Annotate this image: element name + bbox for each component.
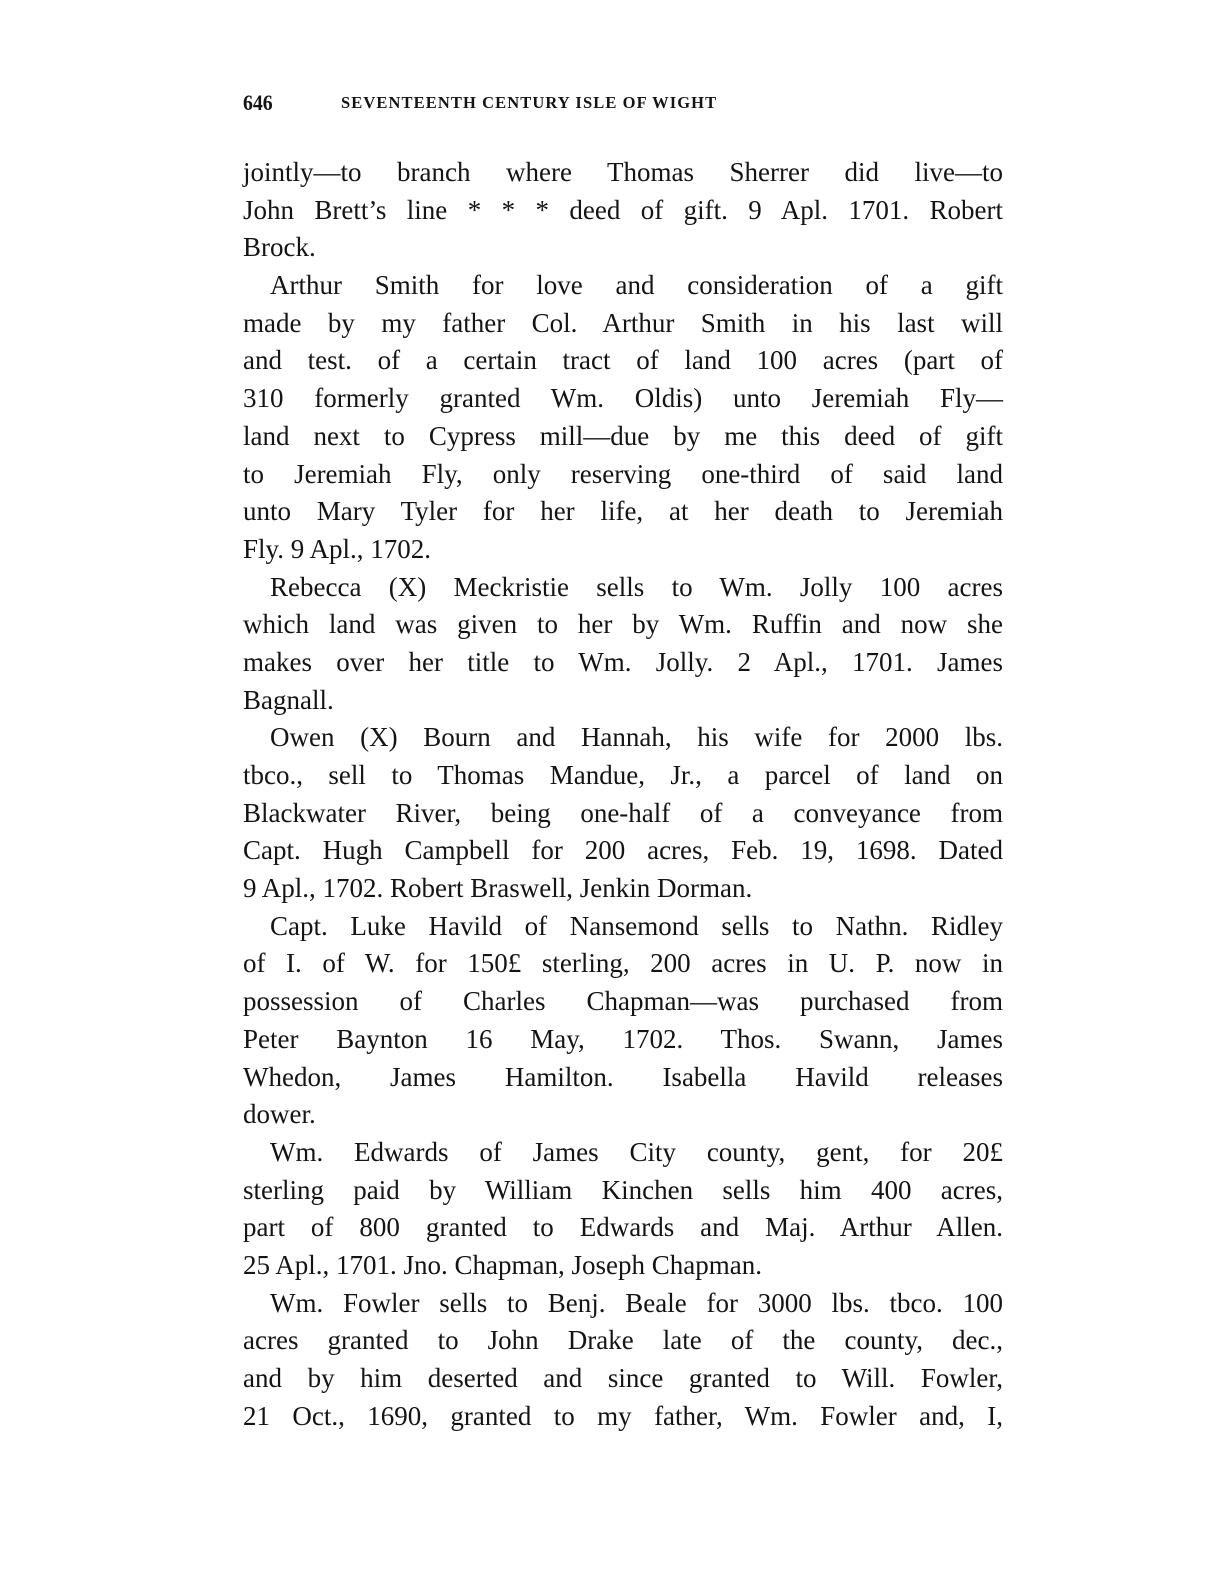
text-line: Owen (X) Bourn and Hannah, his wife for 2000 lbs. bbox=[270, 722, 1003, 753]
text-line: 21 Oct., 1690, granted to my father, Wm. Fowler and, I, bbox=[243, 1400, 1003, 1431]
text-line: Bagnall. bbox=[243, 684, 334, 715]
paragraph-arthur-smith bbox=[243, 267, 1003, 569]
running-head bbox=[243, 90, 1003, 120]
text-line: and test. of a certain tract of land 100 acres (part of bbox=[243, 345, 1003, 376]
text-line: Fly. 9 Apl., 1702. bbox=[243, 533, 432, 564]
text-line: of I. of W. for 150£ sterling, 200 acres in U. P. now in bbox=[243, 948, 1003, 979]
text-line: Capt. Hugh Campbell for 200 acres, Feb. 19, 1698. Dated bbox=[243, 835, 1003, 866]
text-line: 310 formerly granted Wm. Oldis) unto Jeremiah Fly— bbox=[243, 383, 1003, 414]
text-line: Peter Baynton 16 May, 1702. Thos. Swann, James bbox=[243, 1023, 1003, 1054]
text-line: land next to Cypress mill—due by me this deed of gift bbox=[243, 420, 1003, 451]
paragraph-wm-fowler bbox=[243, 1285, 1003, 1436]
text-line: and by him deserted and since granted to Will. Fowler, bbox=[243, 1363, 1003, 1393]
text-line: 9 Apl., 1702. Robert Braswell, Jenkin Dorman. bbox=[243, 873, 753, 904]
text-line: Brock. bbox=[243, 232, 316, 263]
page-number: 646 bbox=[243, 90, 273, 115]
text-line: sterling paid by William Kinchen sells him 400 acres, bbox=[243, 1174, 1003, 1205]
paragraph-luke-havild bbox=[243, 908, 1003, 1134]
text-line: Whedon, James Hamilton. Isabella Havild releases bbox=[243, 1061, 1003, 1092]
running-title: SEVENTEENTH CENTURY ISLE OF WIGHT bbox=[341, 93, 718, 112]
paragraph-continuation bbox=[243, 154, 1003, 267]
body-text bbox=[243, 154, 1003, 1435]
text-line: possession of Charles Chapman—was purchased from bbox=[243, 986, 1003, 1017]
text-line: 25 Apl., 1701. Jno. Chapman, Joseph Chapman. bbox=[243, 1249, 762, 1280]
text-line: dower. bbox=[243, 1099, 316, 1130]
text-line: Arthur Smith for love and consideration of a gift bbox=[270, 270, 1003, 301]
text-line: Wm. Fowler sells to Benj. Beale for 3000 lbs. tbco. 100 bbox=[270, 1287, 1003, 1318]
paragraph-rebecca-meckristie bbox=[243, 569, 1003, 720]
text-line: Blackwater River, being one-half of a conveyance from bbox=[243, 797, 1003, 828]
text-line: Rebecca (X) Meckristie sells to Wm. Jolly 100 acres bbox=[270, 571, 1003, 602]
text-line: unto Mary Tyler for her life, at her death to Jeremiah bbox=[243, 496, 1003, 527]
text-line: John Brett’s line * * * deed of gift. 9 Apl. 1701. Robert bbox=[243, 194, 1003, 225]
paragraph-owen-bourn bbox=[243, 719, 1003, 907]
text-line: makes over her title to Wm. Jolly. 2 Apl., 1701. James bbox=[243, 646, 1003, 677]
text-line: made by my father Col. Arthur Smith in his last will bbox=[243, 307, 1003, 338]
text-line: Capt. Luke Havild of Nansemond sells to Nathn. Ridley bbox=[270, 910, 1003, 941]
text-line: to Jeremiah Fly, only reserving one-third of said land bbox=[243, 458, 1003, 489]
text-line: Wm. Edwards of James City county, gent, for 20£ bbox=[270, 1136, 1003, 1167]
text-line: acres granted to John Drake late of the county, dec., bbox=[243, 1325, 1003, 1356]
text-line: part of 800 granted to Edwards and Maj. Arthur Allen. bbox=[243, 1212, 1003, 1243]
paragraph-wm-edwards bbox=[243, 1134, 1003, 1285]
text-line: tbco., sell to Thomas Mandue, Jr., a parcel of land on bbox=[243, 760, 1003, 790]
text-line: jointly—to branch where Thomas Sherrer did live—to bbox=[243, 157, 1003, 187]
text-line: which land was given to her by Wm. Ruffin and now she bbox=[243, 609, 1003, 640]
